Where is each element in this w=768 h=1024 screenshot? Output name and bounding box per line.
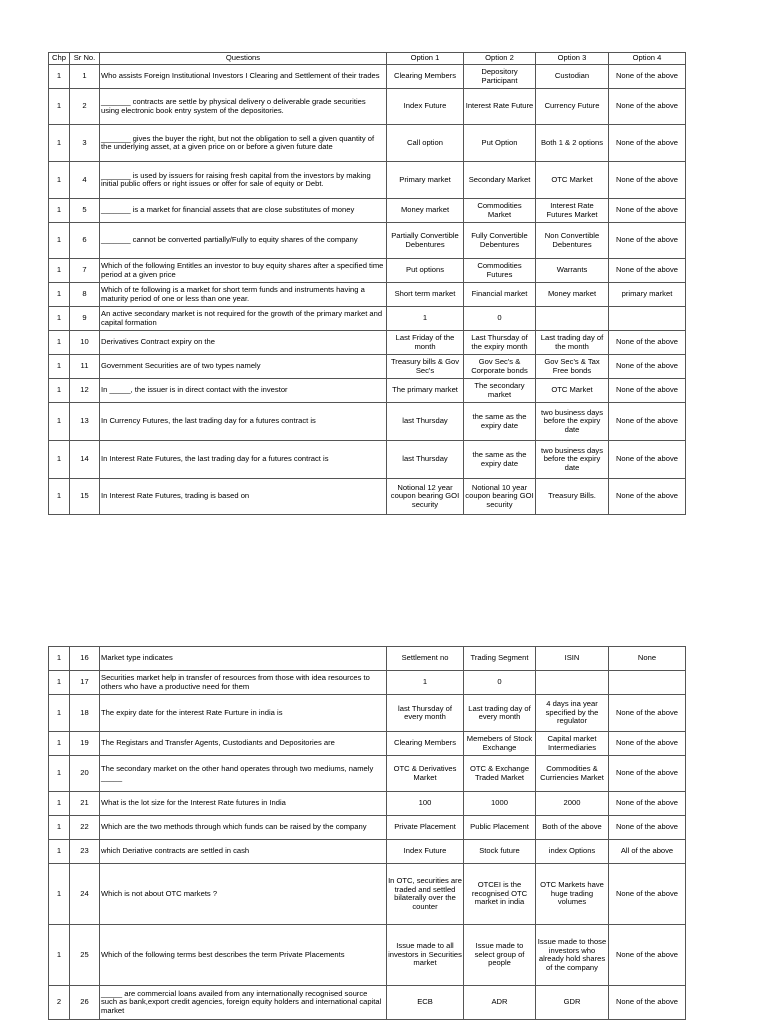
option-2-cell: Public Placement: [464, 816, 536, 840]
option-3-cell: Warrants: [536, 259, 609, 283]
option-2-cell: Depository Participant: [464, 65, 536, 89]
question-cell: Which of the following terms best describes the term Private Placements: [100, 925, 387, 986]
option-2-cell: Memebers of Stock Exchange: [464, 732, 536, 756]
option-2-cell: Gov Sec's & Corporate bonds: [464, 355, 536, 379]
option-2-cell: the same as the expiry date: [464, 403, 536, 441]
question-cell: In Interest Rate Futures, the last trading day for a futures contract is: [100, 441, 387, 479]
option-1-cell: 1: [387, 307, 464, 331]
option-3-cell: Last trading day of the month: [536, 331, 609, 355]
table-row: [49, 756, 686, 792]
option-4-cell: None of the above: [609, 403, 686, 441]
option-1-cell: 100: [387, 792, 464, 816]
sr-no-cell: 3: [70, 125, 100, 162]
option-3-cell: Money market: [536, 283, 609, 307]
chp-cell: 1: [49, 403, 70, 441]
option-4-cell: None of the above: [609, 379, 686, 403]
sr-no-cell: 1: [70, 65, 100, 89]
sr-no-cell: 24: [70, 864, 100, 925]
sr-no-cell: 12: [70, 379, 100, 403]
option-3-cell: OTC Markets have huge trading volumes: [536, 864, 609, 925]
option-2-cell: Notional 10 year coupon bearing GOI security: [464, 479, 536, 515]
option-3-cell: 4 days ina year specified by the regulator: [536, 695, 609, 732]
option-1-cell: In OTC, securities are traded and settled bilaterally over the counter: [387, 864, 464, 925]
chp-cell: 1: [49, 125, 70, 162]
question-cell: In Currency Futures, the last trading day for a futures contract is: [100, 403, 387, 441]
question-cell: _______ cannot be converted partially/Fully to equity shares of the company: [100, 223, 387, 259]
table-row: [49, 89, 686, 125]
sr-no-cell: 20: [70, 756, 100, 792]
question-cell: Which is not about OTC markets ?: [100, 864, 387, 925]
option-3-cell: Both 1 & 2 options: [536, 125, 609, 162]
option-4-cell: None: [609, 647, 686, 671]
question-cell: _____ are commercial loans availed from any internationally recognised source such as bank,export credit agencies, foreign equity holders and international capital market: [100, 986, 387, 1020]
option-1-cell: Issue made to all investors in Securities market: [387, 925, 464, 986]
option-4-cell: None of the above: [609, 355, 686, 379]
option-4-cell: None of the above: [609, 732, 686, 756]
option-4-cell: None of the above: [609, 816, 686, 840]
question-cell: What is the lot size for the Interest Rate futures in India: [100, 792, 387, 816]
option-1-cell: last Thursday of every month: [387, 695, 464, 732]
option-1-cell: Private Placement: [387, 816, 464, 840]
option-1-cell: last Thursday: [387, 441, 464, 479]
option-1-cell: Last Friday of the month: [387, 331, 464, 355]
option-1-cell: Notional 12 year coupon bearing GOI security: [387, 479, 464, 515]
chp-cell: 1: [49, 162, 70, 199]
question-cell: The secondary market on the other hand operates through two mediums, namely _____: [100, 756, 387, 792]
option-2-cell: Trading Segment: [464, 647, 536, 671]
header-chp: Chp: [49, 53, 70, 65]
table-1-body: [49, 65, 686, 515]
sr-no-cell: 23: [70, 840, 100, 864]
chp-cell: 1: [49, 756, 70, 792]
header-option-4: Option 4: [609, 53, 686, 65]
question-cell: _______ gives the buyer the right, but not the obligation to sell a given quantity of the underlying asset, at a given price on or before a given future date: [100, 125, 387, 162]
option-4-cell: None of the above: [609, 223, 686, 259]
option-3-cell: Non Convertible Debentures: [536, 223, 609, 259]
question-cell: Government Securities are of two types namely: [100, 355, 387, 379]
chp-cell: 1: [49, 840, 70, 864]
option-4-cell: None of the above: [609, 756, 686, 792]
table-row: [49, 792, 686, 816]
sr-no-cell: 19: [70, 732, 100, 756]
table-row: [49, 125, 686, 162]
question-cell: Which of te following is a market for short term funds and instruments having a maturity period of one or less than one year.: [100, 283, 387, 307]
sr-no-cell: 4: [70, 162, 100, 199]
chp-cell: 1: [49, 307, 70, 331]
chp-cell: 1: [49, 283, 70, 307]
sr-no-cell: 8: [70, 283, 100, 307]
option-4-cell: All of the above: [609, 840, 686, 864]
option-3-cell: Gov Sec's & Tax Free bonds: [536, 355, 609, 379]
option-4-cell: None of the above: [609, 792, 686, 816]
sr-no-cell: 7: [70, 259, 100, 283]
table-row: [49, 441, 686, 479]
table-row: [49, 379, 686, 403]
option-4-cell: None of the above: [609, 441, 686, 479]
option-4-cell: None of the above: [609, 65, 686, 89]
table-row: [49, 647, 686, 671]
option-3-cell: two business days before the expiry date: [536, 441, 609, 479]
question-cell: _______ is used by issuers for raising fresh capital from the investors by making initial public offers or right issues or offer for sale of equity or Debt.: [100, 162, 387, 199]
option-1-cell: Primary market: [387, 162, 464, 199]
chp-cell: 1: [49, 379, 70, 403]
option-4-cell: primary market: [609, 283, 686, 307]
sr-no-cell: 14: [70, 441, 100, 479]
table-row: [49, 65, 686, 89]
option-3-cell: Interest Rate Futures Market: [536, 199, 609, 223]
option-1-cell: Clearing Members: [387, 65, 464, 89]
sr-no-cell: 26: [70, 986, 100, 1020]
sr-no-cell: 13: [70, 403, 100, 441]
question-cell: The expiry date for the interest Rate Furture in india is: [100, 695, 387, 732]
chp-cell: 1: [49, 331, 70, 355]
option-1-cell: Treasury bills & Gov Sec's: [387, 355, 464, 379]
option-4-cell: None of the above: [609, 986, 686, 1020]
table-row: [49, 355, 686, 379]
chp-cell: 1: [49, 647, 70, 671]
table-row: [49, 695, 686, 732]
option-2-cell: ADR: [464, 986, 536, 1020]
table-row: [49, 331, 686, 355]
option-2-cell: 1000: [464, 792, 536, 816]
option-1-cell: OTC & Derivatives Market: [387, 756, 464, 792]
option-4-cell: None of the above: [609, 125, 686, 162]
option-4-cell: None of the above: [609, 89, 686, 125]
sr-no-cell: 9: [70, 307, 100, 331]
option-1-cell: Put options: [387, 259, 464, 283]
sr-no-cell: 17: [70, 671, 100, 695]
chp-cell: 1: [49, 259, 70, 283]
option-1-cell: Short term market: [387, 283, 464, 307]
option-1-cell: Partially Convertible Debentures: [387, 223, 464, 259]
option-2-cell: Secondary Market: [464, 162, 536, 199]
option-1-cell: last Thursday: [387, 403, 464, 441]
header-option-3: Option 3: [536, 53, 609, 65]
option-3-cell: Treasury Bills.: [536, 479, 609, 515]
sr-no-cell: 16: [70, 647, 100, 671]
question-cell: _______ is a market for financial assets that are close substitutes of money: [100, 199, 387, 223]
header-questions: Questions: [100, 53, 387, 65]
table-row: [49, 307, 686, 331]
table-row: [49, 864, 686, 925]
chp-cell: 1: [49, 89, 70, 125]
option-2-cell: Fully Convertible Debentures: [464, 223, 536, 259]
question-cell: which Deriative contracts are settled in cash: [100, 840, 387, 864]
option-3-cell: OTC Market: [536, 162, 609, 199]
option-3-cell: [536, 307, 609, 331]
question-cell: The Registars and Transfer Agents, Custodiants and Depositories are: [100, 732, 387, 756]
option-2-cell: OTC & Exchange Traded Market: [464, 756, 536, 792]
table-row: [49, 259, 686, 283]
table-row: [49, 732, 686, 756]
chp-cell: 1: [49, 65, 70, 89]
question-cell: Market type indicates: [100, 647, 387, 671]
option-2-cell: Last Thursday of the expiry month: [464, 331, 536, 355]
option-2-cell: Stock future: [464, 840, 536, 864]
table-row: [49, 925, 686, 986]
option-4-cell: [609, 671, 686, 695]
table-row: [49, 671, 686, 695]
option-1-cell: Money market: [387, 199, 464, 223]
option-1-cell: Index Future: [387, 89, 464, 125]
chp-cell: 1: [49, 199, 70, 223]
option-3-cell: Commodities & Curriencies Market: [536, 756, 609, 792]
option-1-cell: Index Future: [387, 840, 464, 864]
option-3-cell: Issue made to those investors who already hold shares of the company: [536, 925, 609, 986]
option-2-cell: 0: [464, 307, 536, 331]
sr-no-cell: 25: [70, 925, 100, 986]
table-row: [49, 199, 686, 223]
option-3-cell: two business days before the expiry date: [536, 403, 609, 441]
chp-cell: 1: [49, 864, 70, 925]
option-2-cell: The secondary market: [464, 379, 536, 403]
question-cell: Which are the two methods through which funds can be raised by the company: [100, 816, 387, 840]
sr-no-cell: 21: [70, 792, 100, 816]
sr-no-cell: 18: [70, 695, 100, 732]
option-1-cell: Settlement no: [387, 647, 464, 671]
question-cell: Who assists Foreign Institutional Investors I Clearing and Settlement of their trades: [100, 65, 387, 89]
option-4-cell: [609, 307, 686, 331]
question-cell: Securities market help in transfer of resources from those with idea resources to others who have a productive need for them: [100, 671, 387, 695]
option-2-cell: 0: [464, 671, 536, 695]
option-2-cell: Last trading day of every month: [464, 695, 536, 732]
option-2-cell: Interest Rate Future: [464, 89, 536, 125]
sr-no-cell: 10: [70, 331, 100, 355]
table-row: [49, 223, 686, 259]
option-3-cell: Capital market Intermediaries: [536, 732, 609, 756]
option-4-cell: None of the above: [609, 864, 686, 925]
chp-cell: 1: [49, 732, 70, 756]
question-cell: In _____, the issuer is in direct contact with the investor: [100, 379, 387, 403]
option-4-cell: None of the above: [609, 331, 686, 355]
option-1-cell: The primary market: [387, 379, 464, 403]
table-row: [49, 986, 686, 1020]
option-2-cell: Financial market: [464, 283, 536, 307]
option-4-cell: None of the above: [609, 259, 686, 283]
question-cell: In Interest Rate Futures, trading is based on: [100, 479, 387, 515]
questions-table-2: [48, 646, 686, 1020]
option-3-cell: Custodian: [536, 65, 609, 89]
table-2-body: [49, 647, 686, 1020]
chp-cell: 1: [49, 441, 70, 479]
option-4-cell: None of the above: [609, 199, 686, 223]
chp-cell: 1: [49, 355, 70, 379]
option-3-cell: ISIN: [536, 647, 609, 671]
table-row: [49, 479, 686, 515]
option-3-cell: 2000: [536, 792, 609, 816]
sr-no-cell: 22: [70, 816, 100, 840]
option-2-cell: OTCEI is the recognised OTC market in india: [464, 864, 536, 925]
table-row: [49, 816, 686, 840]
chp-cell: 1: [49, 792, 70, 816]
header-option-2: Option 2: [464, 53, 536, 65]
question-cell: Which of the following Entitles an investor to buy equity shares after a specified time period at a given price: [100, 259, 387, 283]
option-2-cell: Commodities Market: [464, 199, 536, 223]
option-3-cell: Both of the above: [536, 816, 609, 840]
header-row: [49, 53, 686, 65]
option-3-cell: OTC Market: [536, 379, 609, 403]
option-2-cell: the same as the expiry date: [464, 441, 536, 479]
question-cell: Derivatives Contract expiry on the: [100, 331, 387, 355]
sr-no-cell: 11: [70, 355, 100, 379]
option-4-cell: None of the above: [609, 479, 686, 515]
table-row: [49, 283, 686, 307]
sr-no-cell: 2: [70, 89, 100, 125]
chp-cell: 1: [49, 925, 70, 986]
chp-cell: 2: [49, 986, 70, 1020]
questions-table-1: [48, 52, 686, 515]
chp-cell: 1: [49, 479, 70, 515]
sr-no-cell: 15: [70, 479, 100, 515]
header-sr-no: Sr No.: [70, 53, 100, 65]
chp-cell: 1: [49, 695, 70, 732]
table-row: [49, 162, 686, 199]
table-row: [49, 403, 686, 441]
option-1-cell: Call option: [387, 125, 464, 162]
sr-no-cell: 6: [70, 223, 100, 259]
chp-cell: 1: [49, 816, 70, 840]
option-1-cell: 1: [387, 671, 464, 695]
option-3-cell: GDR: [536, 986, 609, 1020]
option-2-cell: Issue made to select group of people: [464, 925, 536, 986]
option-2-cell: Put Option: [464, 125, 536, 162]
chp-cell: 1: [49, 223, 70, 259]
question-cell: An active secondary market is not required for the growth of the primary market and capital formation: [100, 307, 387, 331]
sr-no-cell: 5: [70, 199, 100, 223]
header-option-1: Option 1: [387, 53, 464, 65]
question-cell: _______ contracts are settle by physical delivery o deliverable grade securities using electronic book entry system of the depositories.: [100, 89, 387, 125]
option-1-cell: Clearing Members: [387, 732, 464, 756]
table-row: [49, 840, 686, 864]
option-3-cell: Currency Future: [536, 89, 609, 125]
option-3-cell: index Options: [536, 840, 609, 864]
option-4-cell: None of the above: [609, 162, 686, 199]
option-4-cell: None of the above: [609, 925, 686, 986]
option-1-cell: ECB: [387, 986, 464, 1020]
option-2-cell: Commodities Futures: [464, 259, 536, 283]
option-4-cell: None of the above: [609, 695, 686, 732]
option-3-cell: [536, 671, 609, 695]
chp-cell: 1: [49, 671, 70, 695]
